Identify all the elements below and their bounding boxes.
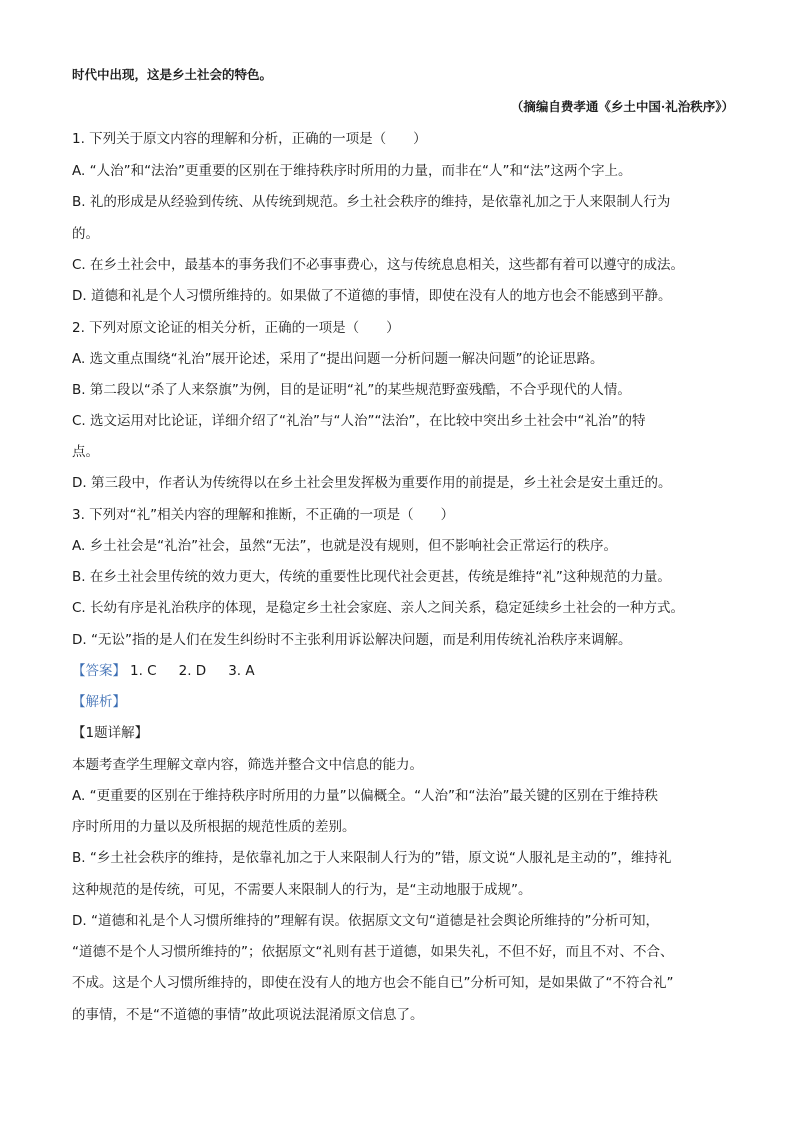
q1-stem: 1. 下列关于原文内容的理解和分析，正确的一项是（ ）	[72, 131, 427, 147]
explanation-line-5: 这种规范的是传统，可见，不需要人来限制人的行为，是“主动地服于成规”。	[72, 882, 532, 898]
answer-tag: 【答案】	[72, 663, 126, 679]
q3-option-a: A. 乡土社会是“礼治”社会，虽然“无法”，也就是没有规则，但不影响社会正常运行的秩序。	[72, 538, 618, 554]
answer-line	[72, 661, 734, 681]
q1-option-b: B. 礼的形成是从经验到传统、从传统到规范。乡土社会秩序的维持，是依靠礼加之于人来限制人行为	[72, 194, 671, 210]
q3-option-d: D. “无讼”指的是人们在发生纠纷时不主张利用诉讼解决问题，而是利用传统礼治秩序来调解。	[72, 632, 632, 648]
analysis-tag: 【解析】	[72, 694, 126, 710]
passage-end: 时代中出现，这是乡土社会的特色。	[72, 67, 273, 82]
citation: （摘编自费孝通《乡土中国·礼治秩序》）	[510, 99, 734, 114]
answer-1: 1. C	[130, 663, 157, 679]
q1-option-d: D. 道德和礼是个人习惯所维持的。如果做了不道德的事情，即使在没有人的地方也会不能感到平静。	[72, 288, 672, 304]
q2-stem: 2. 下列对原文论证的相关分析，正确的一项是（ ）	[72, 320, 400, 336]
explanation-line-8: 不成。这是个人习惯所维持的，即使在没有人的地方也会不能自已”分析可知，是如果做了“不符合礼”	[72, 975, 674, 991]
q2-option-c: C. 选文运用对比论证，详细介绍了“礼治”与“人治”“法治”，在比较中突出乡土社会中“礼治”的特	[72, 413, 646, 429]
answer-values	[130, 663, 277, 679]
q2-option-d: D. 第三段中，作者认为传统得以在乡土社会里发挥极为重要作用的前提是，乡土社会是安土重迁的。	[72, 475, 672, 491]
q1-option-c: C. 在乡土社会中，最基本的事务我们不必事事费心，这与传统息息相关，这些都有着可以遵守的成法。	[72, 257, 685, 273]
explanation-line-1: 本题考查学生理解文章内容，筛选并整合文中信息的能力。	[72, 757, 423, 773]
explanation-line-7: “道德不是个人习惯所维持的”；依据原文“礼则有甚于道德，如果失礼，不但不好，而且不对、不合、	[72, 944, 674, 960]
q2-option-a: A. 选文重点围绕“礼治”展开论述，采用了“提出问题一分析问题一解决问题”的论证思路。	[72, 351, 604, 367]
q2-option-b: B. 第二段以“杀了人来祭旗”为例，目的是证明“礼”的某些规范野蛮残酷，不合乎现代的人情。	[72, 382, 631, 398]
explanation-line-4: B. “乡土社会秩序的维持，是依靠礼加之于人来限制人行为的”错，原文说“人服礼是主动的”，维持礼	[72, 850, 672, 866]
answer-3: 3. A	[228, 663, 255, 679]
answer-2: 2. D	[178, 663, 207, 679]
q2-option-c-cont: 点。	[72, 444, 99, 460]
q3-option-c: C. 长幼有序是礼治秩序的体现，是稳定乡土社会家庭、亲人之间关系，稳定延续乡土社会的一种方式。	[72, 600, 685, 616]
q1-option-b-cont: 的。	[72, 226, 99, 242]
q3-option-b: B. 在乡土社会里传统的效力更大，传统的重要性比现代社会更甚，传统是维持“礼”这种规范的力量。	[72, 569, 671, 585]
q3-stem: 3. 下列对“礼”相关内容的理解和推断，不正确的一项是（ ）	[72, 507, 455, 523]
detail-tag: 【1题详解】	[72, 725, 149, 741]
q1-option-a: A. “人治”和“法治”更重要的区别在于维持秩序时所用的力量，而非在“人”和“法”这两个字上。	[72, 163, 632, 179]
explanation-line-9: 的事情，不是“不道德的事情”故此项说法混淆原文信息了。	[72, 1007, 424, 1023]
explanation-line-6: D. “道德和礼是个人习惯所维持的”理解有误。依据原文文句“道德是社会舆论所维持的”分析可知，	[72, 913, 659, 929]
explanation-line-3: 序时所用的力量以及所根据的规范性质的差别。	[72, 819, 356, 835]
explanation-line-2: A. “更重要的区别在于维持秩序时所用的力量”以偏概全。“人治”和“法治”最关键的区别在于维持秩	[72, 788, 659, 804]
